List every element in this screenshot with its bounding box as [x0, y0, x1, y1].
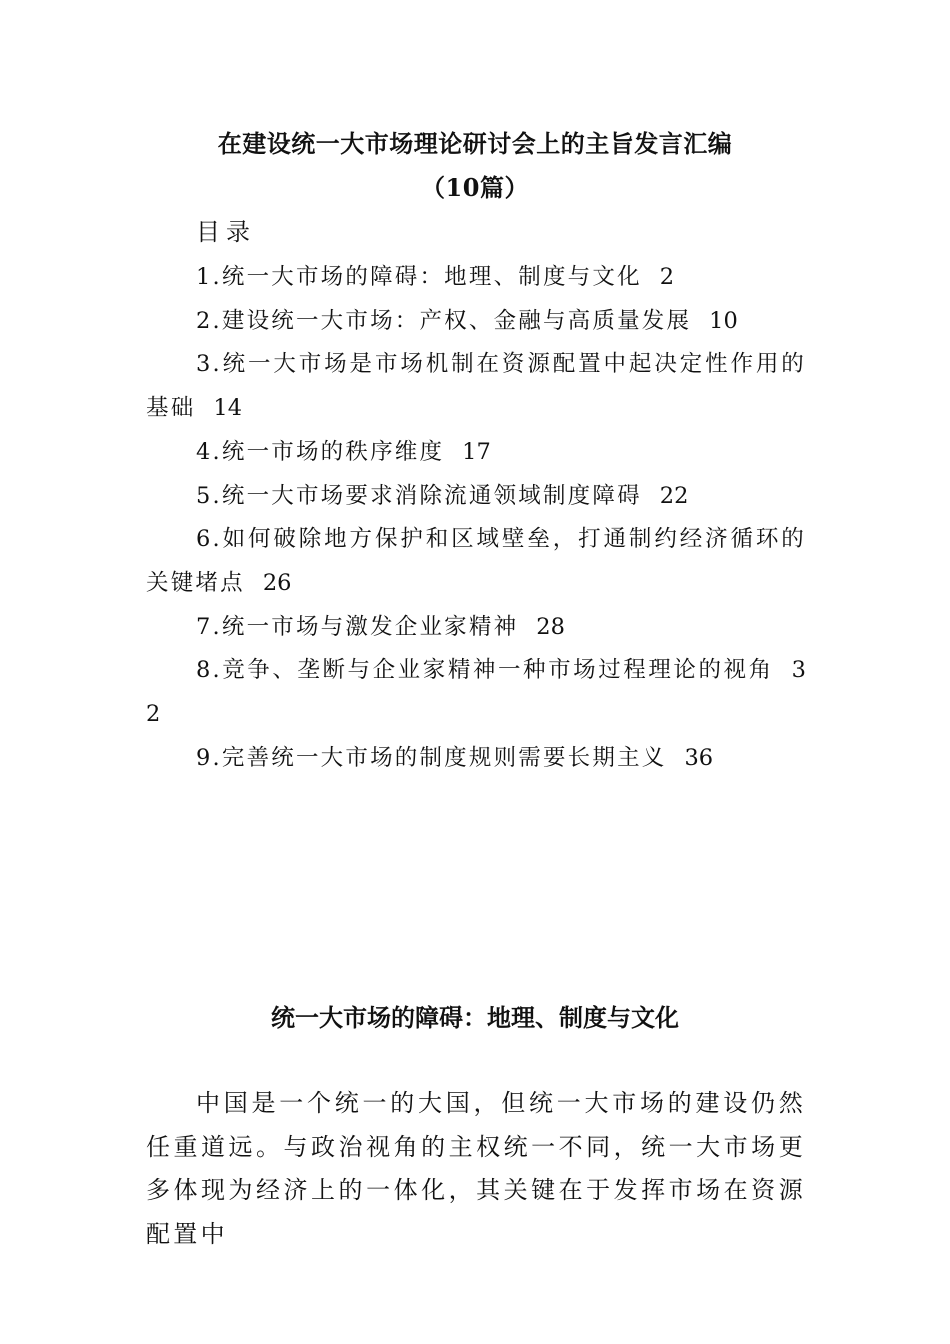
toc-item-page: 36 — [684, 744, 714, 771]
toc-item[interactable] — [146, 475, 806, 519]
toc-item-page: 14 — [213, 395, 243, 422]
toc-item[interactable] — [146, 737, 806, 781]
toc-item-text: 4.统一市场的秩序维度 — [196, 438, 445, 465]
toc-item-page: 17 — [462, 438, 491, 465]
toc-item[interactable] — [146, 606, 806, 650]
toc-item[interactable] — [146, 343, 806, 430]
toc-item-text: 6.如何破除地方保护和区域壁垒，打通制约经济循环的关键堵点 — [146, 526, 806, 596]
toc-item[interactable] — [146, 256, 806, 300]
toc-heading: 目录 — [196, 218, 256, 246]
toc-item-text: 1.统一大市场的障碍：地理、制度与文化 — [196, 264, 642, 290]
toc-item-text: 5.统一大市场要求消除流通领域制度障碍 — [196, 482, 642, 509]
toc-item-text: 8.竞争、垄断与企业家精神一种市场过程理论的视角 — [196, 657, 774, 684]
section-title: 统一大市场的障碍：地理、制度与文化 — [271, 1003, 679, 1032]
toc-item[interactable] — [146, 518, 806, 605]
toc-item-text: 7.统一市场与激发企业家精神 — [196, 613, 519, 640]
toc-item-text: 9.完善统一大市场的制度规则需要长期主义 — [196, 744, 667, 771]
body-paragraph: 中国是一个统一的大国，但统一大市场的建设仍然任重道远。与政治视角的主权统一不同，统一大市场更多体现为经济上的一体化，其关键在于发挥市场在资源配置中 — [146, 1089, 806, 1248]
document-title: 在建设统一大市场理论研讨会上的主旨发言汇编 — [217, 129, 733, 158]
toc-item[interactable] — [146, 300, 806, 344]
toc-item-page: 2 — [659, 264, 675, 290]
toc-item-page: 32 — [146, 657, 806, 728]
toc-item[interactable] — [146, 649, 806, 736]
toc-item-text: 2.建设统一大市场：产权、金融与高质量发展 — [196, 307, 692, 334]
toc-item-text: 3.统一大市场是市场机制在资源配置中起决定性作用的基础 — [146, 351, 806, 422]
toc-item-page: 28 — [536, 613, 565, 640]
toc-item-page: 26 — [262, 569, 292, 596]
table-of-contents — [146, 256, 806, 780]
toc-item[interactable] — [146, 431, 806, 475]
toc-item-page: 10 — [709, 307, 738, 334]
document-subtitle: （10篇） — [421, 173, 529, 202]
toc-item-page: 22 — [659, 482, 689, 509]
